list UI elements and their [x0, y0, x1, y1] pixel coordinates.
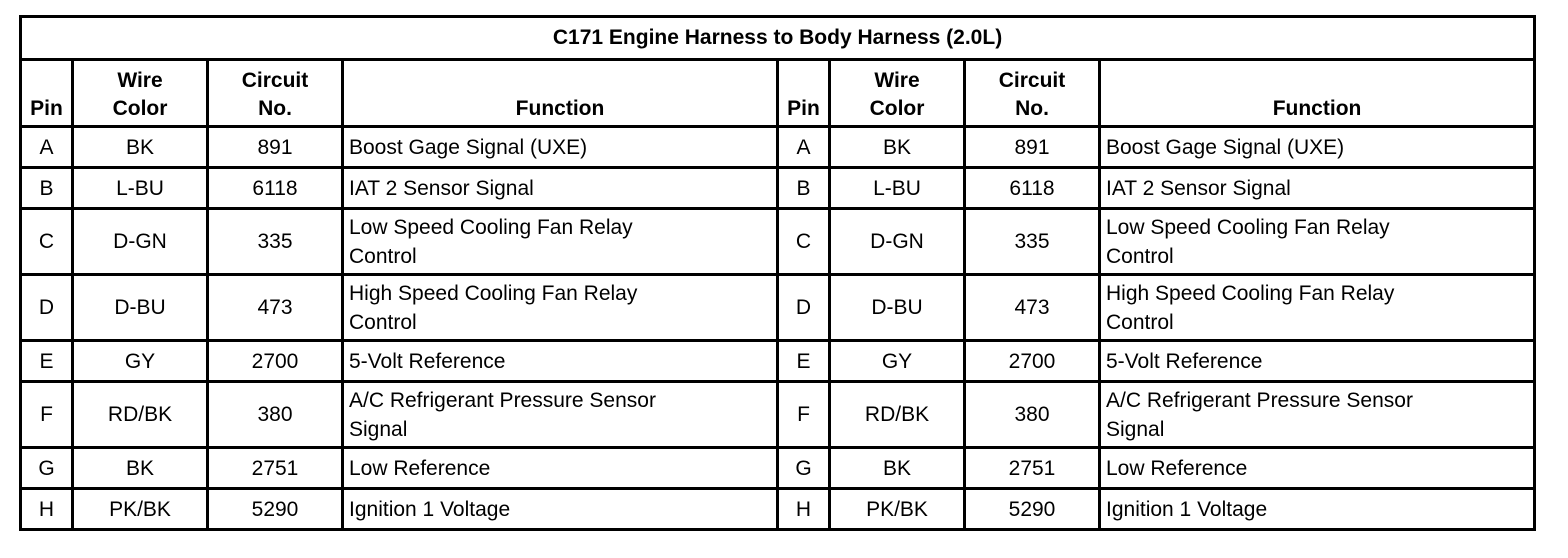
- function-line: Control: [1106, 244, 1174, 268]
- wire-color-cell: D-GN: [830, 209, 965, 275]
- function-line: Signal: [1106, 417, 1165, 441]
- function-line: Control: [349, 310, 417, 334]
- function-cell: Ignition 1 Voltage: [343, 489, 778, 530]
- pin-cell: C: [778, 209, 830, 275]
- function-cell: 5-Volt Reference: [1100, 341, 1535, 382]
- wire-color-cell: D-BU: [73, 275, 208, 341]
- function-line: Control: [1106, 310, 1174, 334]
- circuit-cell: 473: [208, 275, 343, 341]
- header-line: No.: [1015, 97, 1049, 120]
- function-cell: 5-Volt Reference: [343, 341, 778, 382]
- function-cell: [343, 382, 778, 448]
- pin-cell: G: [21, 448, 73, 489]
- function-cell: [1100, 275, 1535, 341]
- circuit-cell: 380: [965, 382, 1100, 448]
- wire-color-cell: BK: [830, 127, 965, 168]
- connector-table: [19, 15, 1536, 531]
- function-cell: [343, 209, 778, 275]
- header-row: [21, 60, 1535, 127]
- wire-color-cell: RD/BK: [73, 382, 208, 448]
- circuit-cell: 2700: [208, 341, 343, 382]
- wire-color-cell: BK: [73, 448, 208, 489]
- wire-color-cell: PK/BK: [73, 489, 208, 530]
- table-row: [21, 209, 1535, 275]
- circuit-cell: 2751: [208, 448, 343, 489]
- circuit-cell: 473: [965, 275, 1100, 341]
- header-line: Circuit: [241, 69, 309, 92]
- table-row: [21, 127, 1535, 168]
- pin-cell: D: [778, 275, 830, 341]
- table-row: [21, 382, 1535, 448]
- function-line: Low Speed Cooling Fan Relay: [349, 215, 633, 239]
- wire-color-cell: L-BU: [73, 168, 208, 209]
- function-line: Low Speed Cooling Fan Relay: [1106, 215, 1390, 239]
- wire-color-cell: D-BU: [830, 275, 965, 341]
- function-cell: [1100, 382, 1535, 448]
- pin-cell: E: [778, 341, 830, 382]
- header-wire-color-left: [73, 60, 208, 127]
- circuit-cell: 335: [965, 209, 1100, 275]
- wire-color-cell: D-GN: [73, 209, 208, 275]
- circuit-cell: 335: [208, 209, 343, 275]
- table-row: [21, 275, 1535, 341]
- table-title: C171 Engine Harness to Body Harness (2.0L): [21, 17, 1535, 60]
- circuit-cell: 6118: [965, 168, 1100, 209]
- function-cell: Low Reference: [1100, 448, 1535, 489]
- function-cell: Boost Gage Signal (UXE): [343, 127, 778, 168]
- circuit-cell: 5290: [208, 489, 343, 530]
- function-cell: [343, 275, 778, 341]
- pin-cell: H: [21, 489, 73, 530]
- header-line: Wire: [117, 69, 163, 92]
- header-line: Color: [869, 97, 925, 120]
- table-row: [21, 341, 1535, 382]
- circuit-cell: 6118: [208, 168, 343, 209]
- header-pin-left: Pin: [21, 60, 73, 127]
- function-cell: Ignition 1 Voltage: [1100, 489, 1535, 530]
- pin-cell: H: [778, 489, 830, 530]
- wire-color-cell: GY: [73, 341, 208, 382]
- function-cell: IAT 2 Sensor Signal: [1100, 168, 1535, 209]
- function-line: A/C Refrigerant Pressure Sensor: [349, 388, 656, 412]
- pin-cell: B: [778, 168, 830, 209]
- circuit-cell: 5290: [965, 489, 1100, 530]
- function-line: High Speed Cooling Fan Relay: [1106, 281, 1395, 305]
- header-function-left: Function: [343, 60, 778, 127]
- function-cell: Boost Gage Signal (UXE): [1100, 127, 1535, 168]
- table-row: [21, 489, 1535, 530]
- function-cell: Low Reference: [343, 448, 778, 489]
- header-line: Circuit: [998, 69, 1066, 92]
- table-row: [21, 168, 1535, 209]
- pin-cell: A: [778, 127, 830, 168]
- pin-cell: C: [21, 209, 73, 275]
- wire-color-cell: GY: [830, 341, 965, 382]
- circuit-cell: 2700: [965, 341, 1100, 382]
- header-circuit-no-left: [208, 60, 343, 127]
- header-function-right: Function: [1100, 60, 1535, 127]
- circuit-cell: 380: [208, 382, 343, 448]
- header-pin-right: Pin: [778, 60, 830, 127]
- header-circuit-no-right: [965, 60, 1100, 127]
- wire-color-cell: BK: [830, 448, 965, 489]
- function-cell: [1100, 209, 1535, 275]
- pin-cell: F: [21, 382, 73, 448]
- pin-cell: F: [778, 382, 830, 448]
- pin-cell: B: [21, 168, 73, 209]
- wire-color-cell: L-BU: [830, 168, 965, 209]
- function-line: Control: [349, 244, 417, 268]
- function-line: A/C Refrigerant Pressure Sensor: [1106, 388, 1413, 412]
- table-row: [21, 448, 1535, 489]
- header-line: No.: [258, 97, 292, 120]
- function-line: Signal: [349, 417, 408, 441]
- header-line: Wire: [874, 69, 920, 92]
- pin-cell: D: [21, 275, 73, 341]
- wire-color-cell: PK/BK: [830, 489, 965, 530]
- function-cell: IAT 2 Sensor Signal: [343, 168, 778, 209]
- header-line: Color: [112, 97, 168, 120]
- circuit-cell: 2751: [965, 448, 1100, 489]
- circuit-cell: 891: [208, 127, 343, 168]
- function-line: High Speed Cooling Fan Relay: [349, 281, 638, 305]
- wire-color-cell: BK: [73, 127, 208, 168]
- header-wire-color-right: [830, 60, 965, 127]
- pin-cell: E: [21, 341, 73, 382]
- pin-cell: A: [21, 127, 73, 168]
- pin-cell: G: [778, 448, 830, 489]
- wire-color-cell: RD/BK: [830, 382, 965, 448]
- circuit-cell: 891: [965, 127, 1100, 168]
